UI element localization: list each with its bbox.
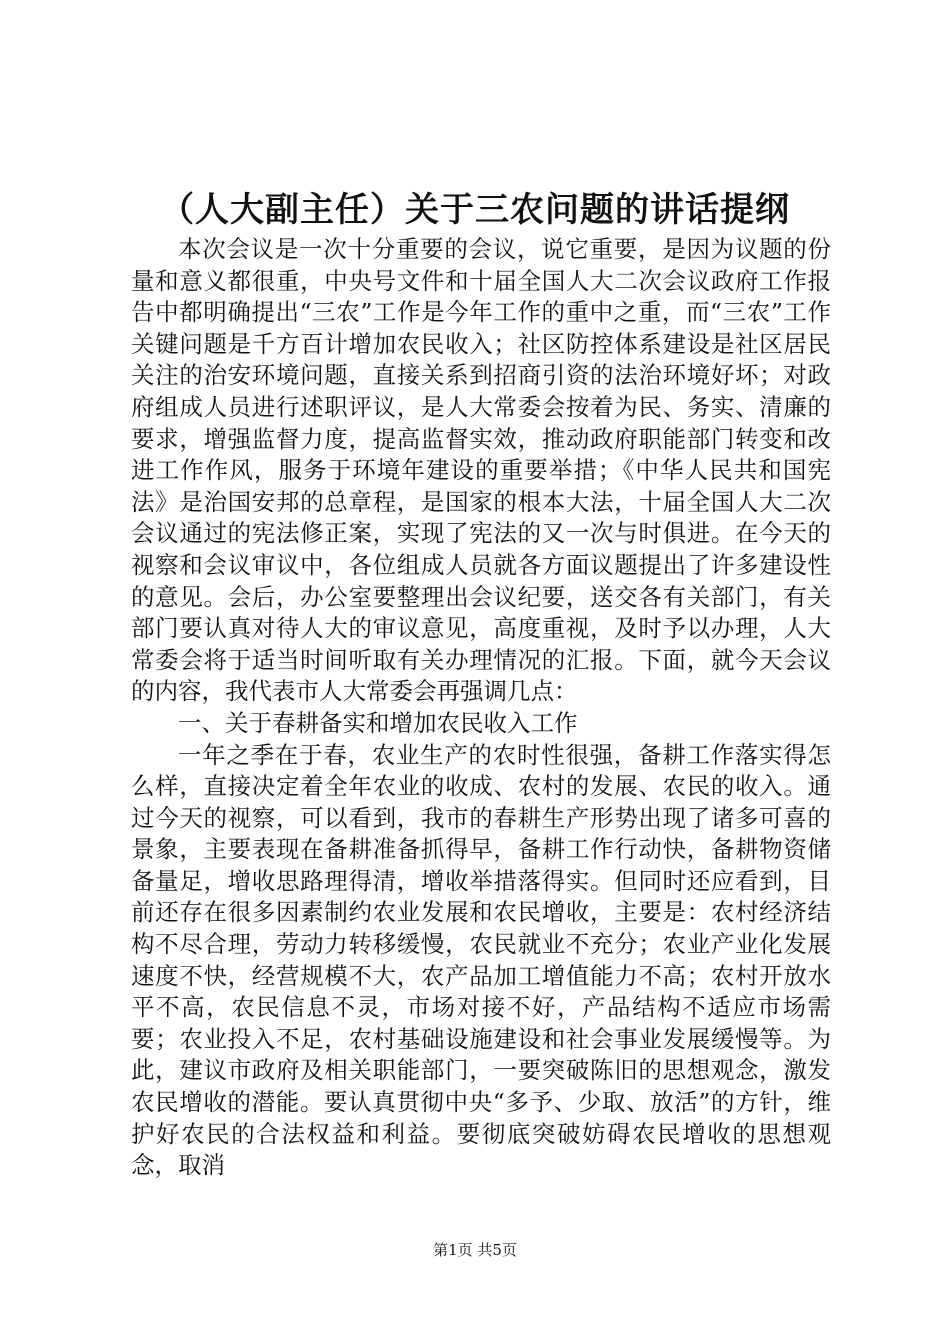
- paragraph-intro: 本次会议是一次十分重要的会议，说它重要，是因为议题的份量和意义都很重，中央号文件和十届全国人大二次会议政府工作报告中都明确提出“三农”工作是今年工作的重中之重，而“三农”工作关键问题是千方百计增加农民收入；社区防控体系建设是社区居民关注的治安环境问题，直接关系到招商引资的法治环境好坏；对政府组成人员进行述职评议，是人大常委会按着为民、务实、清廉的要求，增强监督力度，提高监督实效，推动政府职能部门转变和改进工作作风，服务于环境年建设的重要举措；《中华人民共和国宪法》是治国安邦的总章程，是国家的根本大法，十届全国人大二次会议通过的宪法修正案，实现了宪法的又一次与时俱进。在今天的视察和会议审议中，各位组成人员就各方面议题提出了许多建设性的意见。会后，办公室要整理出会议纪要，送交各有关部门，有关部门要认真对待人大的审议意见，高度重视，及时予以办理，人大常委会将于适当时间听取有关办理情况的汇报。下面，就今天会议的内容，我代表市人大常委会再强调几点：: [131, 235, 831, 706]
- page-footer: 第1页 共5页: [433, 1241, 517, 1259]
- paragraph-spring-farming: 一年之季在于春，农业生产的农时性很强，备耕工作落实得怎么样，直接决定着全年农业的收成、农村的发展、农民的收入。通过今天的视察，可以看到，我市的春耕生产形势出现了诸多可喜的景象，主要表现在备耕准备抓得早，备耕工作行动快，备耕物资储备量足，增收思路理得清，增收举措落得实。但同时还应看到，目前还存在很多因素制约农业发展和农民增收，主要是：农村经济结构不尽合理，劳动力转移缓慢，农民就业不充分；农业产业化发展速度不快，经营规模不大，农产品加工增值能力不高；农村开放水平不高，农民信息不灵，市场对接不好，产品结构不适应市场需要；农业投入不足，农村基础设施建设和社会事业发展缓慢等。为此，建议市政府及相关职能部门，一要突破陈旧的思想观念，激发农民增收的潜能。要认真贯彻中央“多予、少取、放活”的方针，维护好农民的合法权益和利益。要彻底突破妨碍农民增收的思想观念，取消: [131, 740, 831, 1180]
- document-title: （人大副主任）关于三农问题的讲话提纲: [160, 190, 790, 230]
- section-heading-1: 一、关于春耕备实和增加农民收入工作: [178, 708, 578, 737]
- document-body: [131, 234, 831, 1182]
